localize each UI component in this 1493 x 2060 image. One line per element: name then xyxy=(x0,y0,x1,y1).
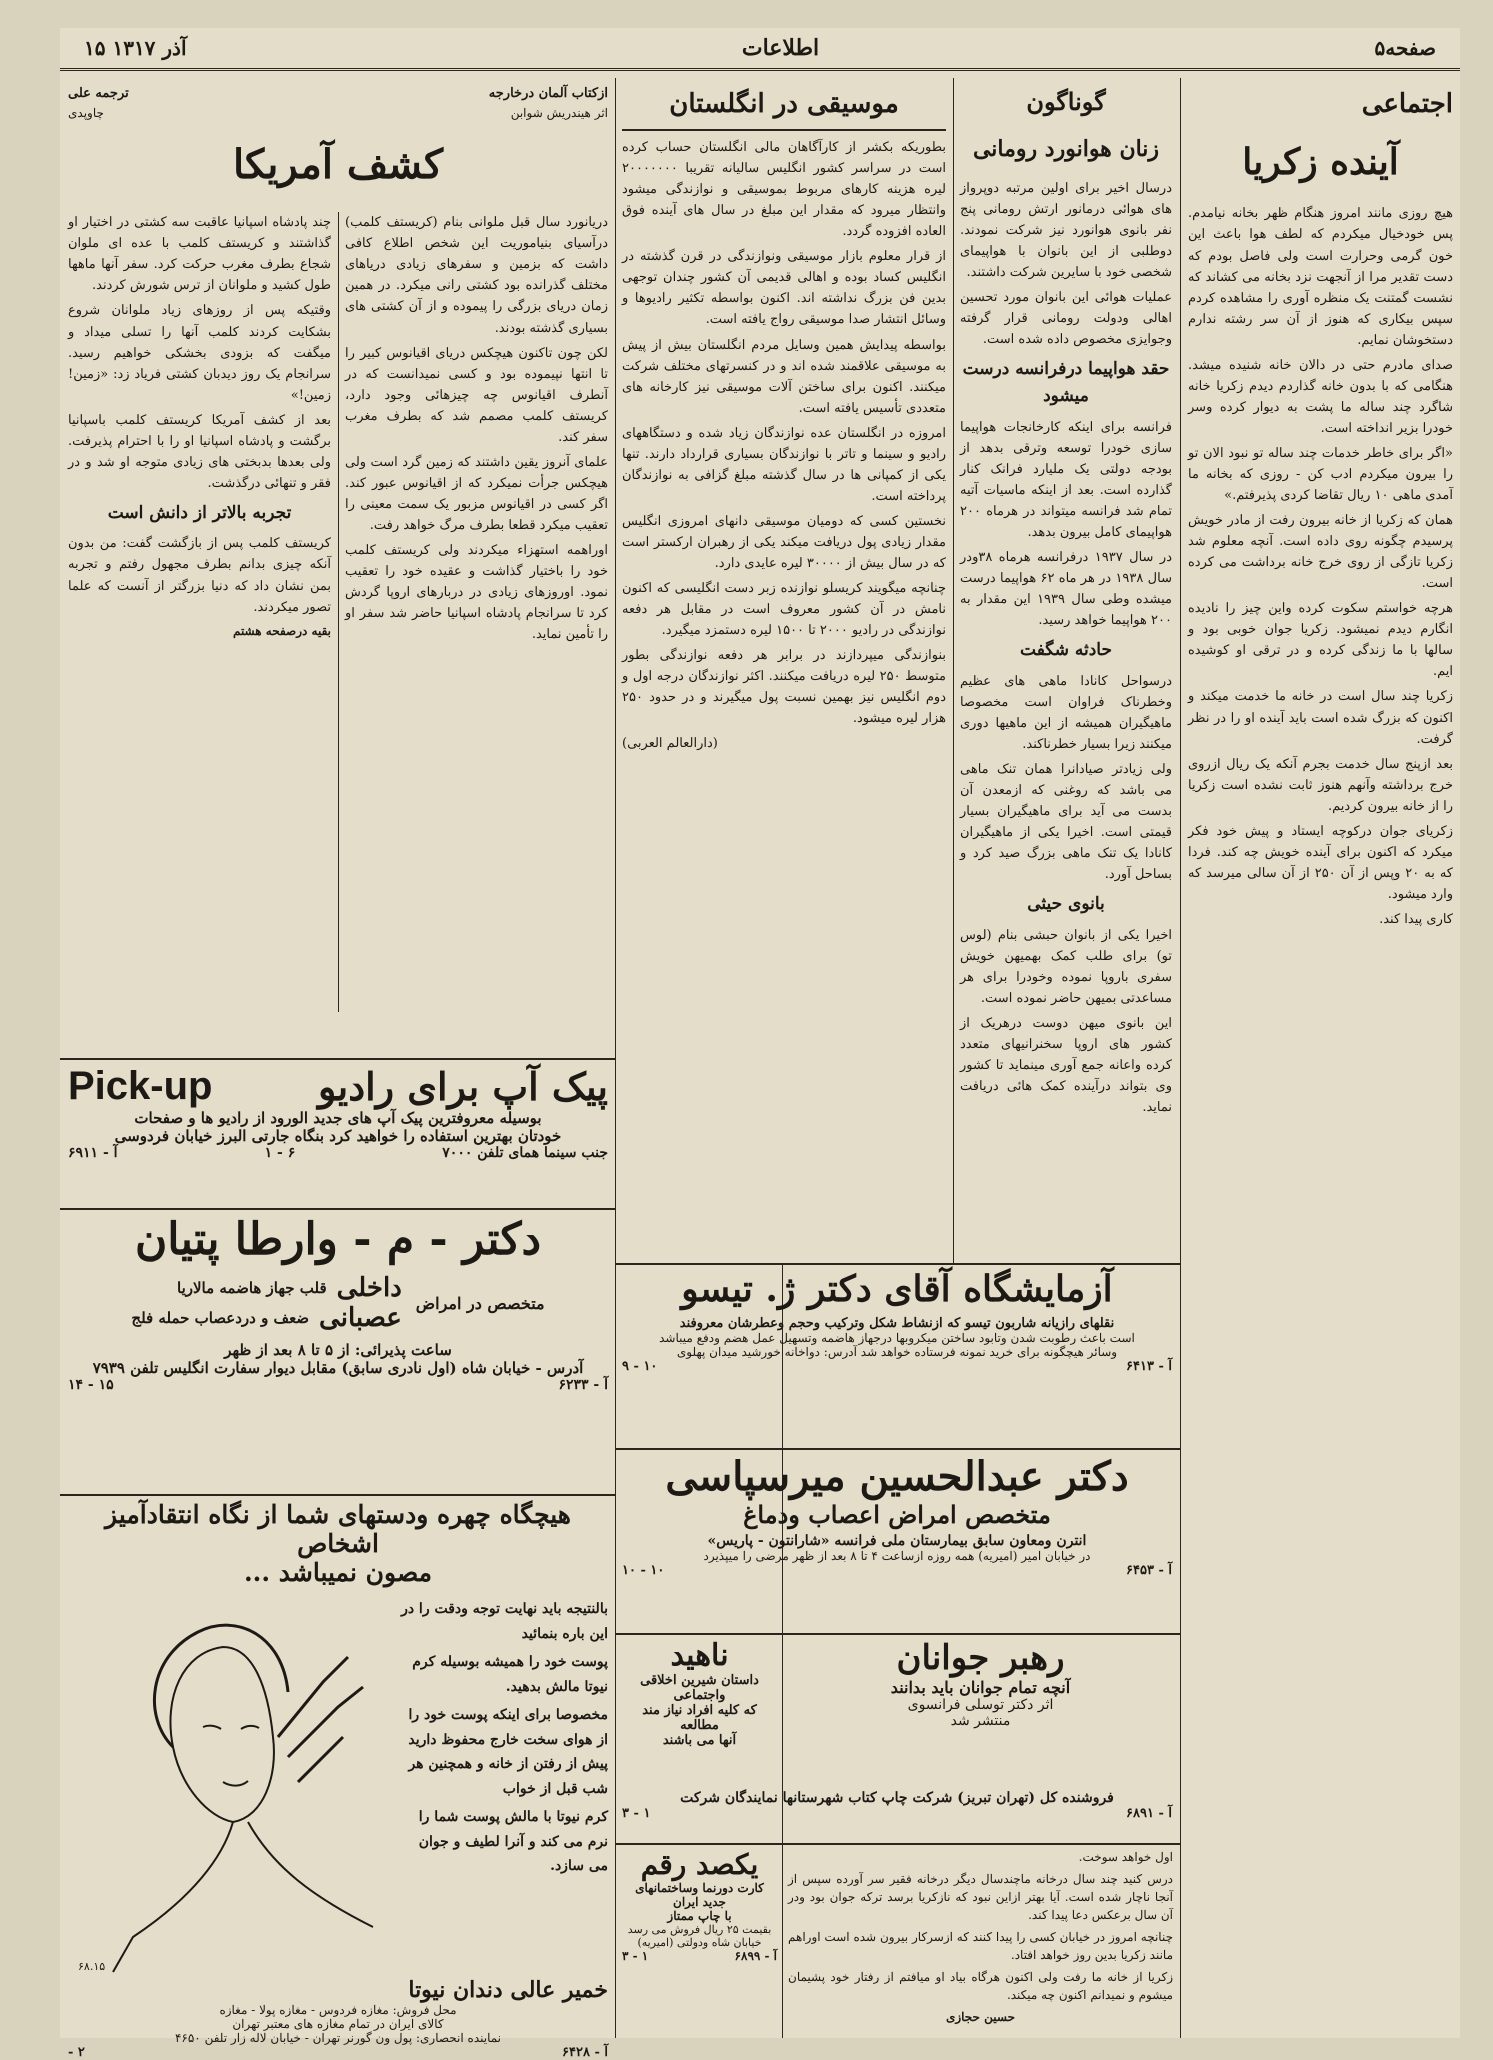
column-america xyxy=(68,83,608,1053)
paragraph: زکریا چند سال است در خانه ما خدمت میکند و اکنون که بزرگ شده است باید آینده او را در نظر گرفت. xyxy=(1188,689,1453,747)
ad-digits-title: یکصد رقم xyxy=(640,1848,759,1881)
ad-lab xyxy=(622,1268,1172,1443)
specialty-category: داخلی xyxy=(336,1273,402,1303)
column-music xyxy=(622,83,946,1258)
paragraph: اخیرا یکی از بانوان حبشی بنام (لوس تو) برای طلب کمک بهمیهن خویش سفری باروپا نموده وخودرا برای هر مساعدتی بمیهن حاضر نموده است. xyxy=(960,927,1172,1007)
ad-skin-text xyxy=(398,1597,608,1977)
ad-lab-line: نقلهای رازیانه شاربون تیسو که ازنشاط شکل وترکیب وحجم وعطرشان معروفند xyxy=(679,1316,1115,1331)
paragraph: درس کنید چند سال درخانه ماچندسال دیگر درخانه فقیر سر آورده سپس از آنجا ناچار شده است. آیا بهتر ازاین نبود که نازکریا برسد ترکه جوان بود ودر آن سال برعکس دعا پیدا کند. xyxy=(788,1872,1173,1922)
ad-distributor-codes xyxy=(622,1806,1172,1821)
ad-leader-line: منتشر شد xyxy=(950,1713,1011,1729)
newspaper-page xyxy=(60,28,1460,2060)
ad-doctor-title: دکتر - م - وارطا پتیان xyxy=(134,1214,542,1265)
paragraph: اول خواهد سوخت. xyxy=(1078,1850,1173,1864)
credit-right: ترجمه علی xyxy=(68,86,129,101)
specialty-detail: ضعف و دردعصاب حمله فلج xyxy=(131,1309,310,1327)
ad-doctor-specialties xyxy=(68,1273,608,1333)
ad-skin-product: خمیر عالی دندان نیوتا xyxy=(408,1977,608,2003)
ad-code: آ - ۶۸۹۱ xyxy=(1126,1806,1172,1821)
divider xyxy=(60,1058,615,1060)
section-misc: گوناگون xyxy=(1026,87,1106,116)
paragraph: پوست خود را همیشه بوسیله کرم نیوتا مالش بدهید. xyxy=(412,1654,608,1695)
article-meta xyxy=(68,104,608,123)
ad-lab-line: وسائر هیچگونه برای خرید نمونه فرستاده خواهد شد آدرس: دواخانه خورشید میدان پهلوی xyxy=(676,1345,1118,1359)
ad-pickup-line: خودتان بهترین استفاده را خواهید کرد بنگاه جارتی البرز خیابان فردوسی xyxy=(114,1127,562,1145)
divider xyxy=(782,1843,1180,1845)
column-misc xyxy=(960,83,1172,1258)
ad-leader-title: رهبر جوانان xyxy=(896,1638,1065,1678)
paragraph: بواسطه پیدایش همین وسایل مردم انگلستان بیش از پیش به موسیقی علاقمند شده اند و در کنسرتهای مختلف شرکت میکنند. اکنون برای ساختن آلات موسیقی نیز کارخانه های متعددی تأسیس یافته است. xyxy=(622,337,946,416)
ad-lab-codes xyxy=(622,1359,1172,1374)
ad-doctor2-line: انترن ومعاون سابق بیمارستان ملی فرانسه «شارانتون - پاریس» xyxy=(707,1533,1087,1549)
paragraph: کرم نیوتا با مالش پوست شما را نرم می کند و آنرا لطیف و جوان می سازد. xyxy=(418,1809,608,1874)
ad-skin-body xyxy=(68,1597,608,1977)
source: (دارالعالم العربی) xyxy=(622,736,718,752)
paragraph: درسال اخیر برای اولین مرتبه دوپرواز های هوائی درمانور ارتش رومانی پنج نفر بانوی هوانورد نیز شرکت نمودند. دوطلبی از این بانوان با هواپیمای شخصی خود با سایرین شرکت داشتند. xyxy=(960,180,1172,280)
paragraph: هیچ روزی مانند امروز هنگام ظهر بخانه نیامدم. پس خودخیال میکردم که لطف هوا باعث این خون گرمی وحرارت است ولی فاصل بودم که دست تقدیر مرا از آنجهت نزد بخانه می کشاند که نشست گمتنت یک منظره آوری را مشاهده کردم سپس بیکاری که هنوز از آن سر رشته ندارم دستخوشان نمایم. xyxy=(1188,206,1453,348)
paragraph: همان که زکریا از خانه بیرون رفت از مادر خویش پرسیدم چگونه روی داده است. آنچه معلوم شد زکریا تازگی از روی خرج خانه برداشت می کرده است. xyxy=(1188,513,1453,592)
paragraph: چند پادشاه اسپانیا عاقبت سه کشتی در اختیار او گذاشتند و کریستف کلمب با عده ای ملوان شجاع بطرف مغرب حرکت کرد. سفر آنها ماهها طول کشید و ملوانان از ترس شورش کردند. xyxy=(68,215,331,294)
paragraph: بطوریکه بکشر از کارآگاهان مالی انگلستان حساب کرده است در سراسر کشور انگلیس سالیانه تقریبا ۲۰۰۰۰۰۰۰ لیره هزینه کارهای مربوط بموسیقی و نوازندگی میشود وانتظار میرود که مقدار این مبلغ در سال های آینده فوق العاده افزوده گردد. xyxy=(622,140,946,240)
ad-youth-leader xyxy=(788,1638,1173,1788)
paragraph: زکریای جوان درکوچه ایستاد و پیش خود فکر میکرد که اکنون برای آینده خویش چه کند. فردا که به ۲۰ وپس از آن ۲۵۰ از آن سالی میرسد که وارد میشود. xyxy=(1188,823,1453,902)
paragraph: فرانسه برای اینکه کارخانجات هواپیما سازی خودرا توسعه وترقی بدهد از بودجه دولتی یک ملیارد فرانک کنار گذارده است. بعد از اینکه ماسیات آتیه تمام شد فرانسه میتواند در هرماه ۲۰۰ هواپیمای کامل بیرون بدهد. xyxy=(960,419,1172,541)
paragraph: بعد از کشف آمریکا کریستف کلمب باسپانیا برگشت و پادشاه اسپانیا او را با احترام پذیرفت. ولی بعدها بدبختی های زیادی متوجه او شد و در فقر و تنهائی درگذشت. xyxy=(68,412,331,491)
ad-code: ۱۰ - ۱۰ xyxy=(622,1563,665,1578)
paragraph: بالنتیجه باید نهایت توجه ودقت را در این باره بنمائید xyxy=(401,1601,608,1642)
column-bottom-continuation xyxy=(788,1848,1173,2033)
ad-doctor-codes xyxy=(68,1377,608,1393)
section-music: موسیقی در انگلستان xyxy=(622,83,946,131)
ad-code: ۱۵ - ۱۴ xyxy=(68,1377,114,1393)
ad-doctor-mirsepassi xyxy=(622,1453,1172,1628)
ad-code: ۱ - ۳ xyxy=(622,1806,651,1821)
paragraph: نخستین کسی که دومیان موسیقی دانهای امروزی انگلیس مقدار زیادی پول دریافت میکند یکی از رهبران ارکستر است که در سال بیش از ۳۰۰۰۰ لیره عایدی دارد. xyxy=(622,513,946,571)
ad-doctor-specialty: متخصص در امراض xyxy=(415,1293,545,1313)
ad-pickup-footer xyxy=(68,1145,608,1161)
divider xyxy=(60,1208,615,1210)
ad-code: آ - ۶۲۳۳ xyxy=(558,1377,608,1393)
paragraph: از قرار معلوم بازار موسیقی ونوازندگی در قرن گذشته در انگلیس کساد بوده و اهالی قدیمی آن کشور چندان توجهی بدین فن بزرگ نداشته اند. اکنون بواسطه تکثیر رادیوها و وسائل انتشار صدا موسیقی رواج یافته است. xyxy=(622,249,946,328)
source-label: ازکتاب آلمان درخارجه xyxy=(488,86,608,101)
ad-pickup-title: پیک آپ برای رادیو xyxy=(318,1064,608,1109)
ad-code: آ - ۶۴۲۸ xyxy=(562,2045,608,2060)
column-divider xyxy=(615,78,616,2038)
divider xyxy=(615,1843,782,1845)
column-divider xyxy=(1180,78,1181,2038)
ad-skin-codes xyxy=(68,2045,608,2060)
artist-signature: ۶۸.۱۵ xyxy=(78,1960,106,1973)
paragraph: امروزه در انگلستان عده نوازندگان زیاد شده و دستگاههای رادیو و سینما و تاتر با نوازندگان بسیاری قرارداد دارند. تنها یکی از کمپانی ها در سال گذشته مبلغ گزافی به نوازندگان پرداخته است. xyxy=(622,425,946,504)
author: حسین حجازی xyxy=(945,2010,1016,2024)
ad-code: ۲ - xyxy=(68,2045,85,2060)
ad-doctor-address: آدرس - خیابان شاه (اول نادری سابق) مقابل دیوار سفارت انگلیس تلفن ۷۹۳۹ xyxy=(92,1359,584,1377)
paragraph: هرچه خواستم سکوت کرده واین چیز را نادیده انگارم دیدم نمیشود. زکریا جوان خوبی بود و سالها با ما زندگی کرده و در ترقی او کوشیده ایم. xyxy=(1188,601,1453,680)
ad-code: ۱ - ۳ xyxy=(622,1949,649,1963)
divider xyxy=(615,1448,1180,1450)
subhead: حادثه شگفت xyxy=(1020,640,1112,661)
paragraph: ولی زیادتر صیادانرا همان تنک ماهی می باشد که روغنی که ازمعدن آن بدست می آید برای ماهیگیران بسیار قیمتی است. اخیرا یکی از ماهیگیران کانادا یک تنک ماهی بزرگ صید کرد و بساحل آورد. xyxy=(960,762,1172,883)
ad-skin-headline: هیچگاه چهره ودستهای شما از نگاه انتقادآمیز اشخاص xyxy=(105,1500,571,1558)
paragraph: این بانوی میهن دوست درهریک از کشور های اروپا سخنرانیهای متعدد کرده واعانه جمع آوری مینماید تا کشور وی بتواند درآینده کمک هائی دریافت نماید. xyxy=(960,1016,1172,1116)
paragraph: مخصوصا برای اینکه پوست خود را از هوای سخت خارج محفوظ دارید پیش از رفتن از خانه و همچنین هر شب قبل از خواب xyxy=(408,1707,608,1797)
ad-digits-line: خیابان شاه ودولتی (امیریه) xyxy=(637,1936,762,1949)
ad-pickup-header xyxy=(68,1064,608,1109)
page-number: صفحه۵ xyxy=(1374,36,1436,60)
specialty-detail: قلب جهاز هاضمه مالاریا xyxy=(177,1279,327,1297)
ad-digits-line: با چاپ ممتاز xyxy=(667,1909,732,1923)
article-meta xyxy=(68,83,608,104)
subhead: حقد هواپیما درفرانسه درست میشود xyxy=(962,358,1170,407)
ad-doctor-vartapetian xyxy=(68,1214,608,1489)
woman-hands-icon xyxy=(73,1597,393,1977)
ad-doctor2-line: در خیابان امیر (امیریه) همه روزه ازساعت ۴ تا ۸ بعد از ظهر مرضی را میپذیرد xyxy=(703,1549,1091,1563)
ad-code: آ - ۶۴۱۳ xyxy=(1126,1359,1172,1374)
ad-doctor-hours: ساعت پذیرائی: از ۵ تا ۸ بعد از ظهر xyxy=(224,1341,452,1359)
ad-pickup xyxy=(68,1064,608,1204)
header-date: ۱۵ آذر ۱۳۱۷ xyxy=(84,36,187,60)
section-social: اجتماعی xyxy=(1361,89,1453,119)
ad-skin-illustration xyxy=(68,1597,398,1977)
subhead: بانوی حیثی xyxy=(1027,894,1105,915)
ad-skin-rep: کالای ایران در تمام مغازه های معتبر تهران xyxy=(232,2017,444,2031)
ad-skin-address: نماینده انحصاری: پول ون گورنر تهران - خیابان لاله زار تلفن ۴۶۵۰ xyxy=(174,2031,502,2045)
paragraph: کاری پیدا کند. xyxy=(1379,911,1453,927)
ad-nahid-line: آنها می باشند xyxy=(662,1733,737,1748)
continued-note: بقیه درصفحه هشتم xyxy=(232,623,331,638)
paragraph: علمای آنروز یقین داشتند که زمین گرد است ولی هیچکس جرأت نمیکرد که از اقیانوس عبور کند. اگر کسی در اقیانوس مزبور یک سمت معینی را تعقیب میکرد قطعا بطرف مرگ خواهد رفت. xyxy=(345,454,608,533)
ad-lab-title: آزمایشگاه آقای دکتر ژ. تیسو xyxy=(681,1268,1113,1310)
paragraph: بعد ازپنج سال خدمت بجرم آنکه یک ریال ازروی خرج برداشته وآنهم هنوز ثابت نشده است زکریا را از خانه بیرون کردیم. xyxy=(1188,756,1453,814)
ad-distributor xyxy=(622,1790,1172,1838)
ad-leader-line: اثر دکتر توسلی فرانسوی xyxy=(907,1697,1054,1713)
ad-doctor2-specialty: متخصص امراض اعصاب ودماغ xyxy=(743,1500,1051,1529)
divider xyxy=(615,1633,1180,1635)
ad-digits-line: بقیمت ۲۵ ریال فروش می رسد xyxy=(627,1923,772,1936)
ad-pickup-latin: Pick-up xyxy=(68,1064,213,1108)
ad-code: ۶ - ۱ xyxy=(264,1145,296,1161)
column-divider xyxy=(953,78,954,1263)
paragraph: درسواحل کانادا ماهی های عظیم وخطرناک فراوان است مخصوصا ماهیگیران همیشه از این ماهیها دوری میکنند زیرا بسیار خطرناکند. xyxy=(960,673,1172,753)
ad-pickup-line: بوسیله معروفترین پیک آپ های جدید الورود از رادیو ها و صفحات xyxy=(134,1109,542,1127)
ad-skin-cream xyxy=(68,1500,608,2060)
paragraph: «اگر برای خاطر خدمات چند ساله تو نبود الان تو را بیرون میکردم ادب کن - روزی که بخانه ما آمدی ماهی ۱۰ ریال تقاضا کردی پذیرفتم.» xyxy=(1188,445,1453,504)
ad-skin-outlets: محل فروش: مغازه فردوس - مغازه پولا - مغازه xyxy=(219,2003,457,2017)
ad-nahid xyxy=(622,1638,777,1788)
paragraph: لکن چون تاکنون هیچکس دریای اقیانوس کبیر را تا انتها نپیموده بود و کسی نمیدانست که در آنطرف اقیانوس چه چیزهائی وجود دارد، کریستف کلمب مصمم شد که بطرف مغرب سفر کند. xyxy=(345,345,608,445)
paragraph: چنانچه امروز در خیابان کسی را پیدا کنند که ازسرکار بیرون شده است اوراهم مانند زکریا بدین روز خواهد افتاد. xyxy=(788,1930,1173,1962)
ad-digits-codes xyxy=(622,1949,777,1963)
article-body xyxy=(68,212,608,1012)
paragraph: زکریا از خانه ما رفت ولی اکنون هرگاه بیاد او میافتم از رفتار خود پشیمان میشوم و نمیدانم اکنون چه میکند. xyxy=(788,1970,1173,2002)
ad-nahid-line: داستان شیرین اخلاقی واجتماعی xyxy=(640,1673,759,1703)
paragraph: عملیات هوائی این بانوان مورد تحسین اهالی ودولت رومانی قرار گرفته وجوایزی مخصوص داده شده است. xyxy=(960,289,1172,347)
divider xyxy=(615,1263,1180,1265)
ad-doctor2-title: دکتر عبدالحسین میرسپاسی xyxy=(665,1453,1129,1500)
paragraph: دریانورد سال قبل ملوانی بنام (کریستف کلمب) درآسیای بنیاموریت این شخص اطلاع کافی داشت که بزمین و سفرهای زیادی دریاهای مختلف گذرانده بود کشتی رانی میکرد. در همین زمان دریای بزرگی را پیموده و از آن کشتی های بسیاری گذشته بودند. xyxy=(345,215,608,336)
paragraph: در سال ۱۹۳۷ درفرانسه هرماه ۳۸ودر سال ۱۹۳۸ در هر ماه ۶۲ هواپیما درست میشده وطی سال ۱۹۳۹ این مقدار به ۲۰۰ هواپیما خواهد رسید. xyxy=(960,550,1172,629)
ad-lab-line: است باعث رطوبت شدن وتابود ساختن میکروبها درجهاز هاضمه وتسهیل عمل هضم ودفع میباشد xyxy=(659,1331,1135,1345)
article-title-zakaria: آینده زکریا xyxy=(1242,141,1399,184)
ad-nahid-title: ناهید xyxy=(670,1638,729,1673)
article-title-women-aviators: زنان هوانورد رومانی xyxy=(972,135,1160,162)
ad-code: آ - ۶۸۹۹ xyxy=(734,1949,777,1963)
paragraph: کریستف کلمب پس از بازگشت گفت: من بدون آنکه چیزی بدانم بطرف مجهول رفتم و تجربه بمن نشان داد که دنیا بزرگتر از آنست که علما تصور میکردند. xyxy=(68,536,331,615)
divider xyxy=(60,1494,615,1496)
ad-hundred-cards xyxy=(622,1848,777,2033)
credit-left: چاوپدی xyxy=(68,106,104,121)
ad-digits-line: کارت دورنما وساختمانهای جدید ایران xyxy=(635,1881,764,1909)
ad-pickup-line: جنب سینما همای تلفن ۷۰۰۰ xyxy=(442,1145,608,1161)
newspaper-name: اطلاعات xyxy=(741,35,820,61)
paragraph: بنوازندگی میپردازند در برابر هر دفعه نوازندگی بطور متوسط ۲۵۰ لیره دریافت میکنند. اکثر نوازندگان درجه اول و دوم انگلیس نیز بهمین نسبت پول میگیرند و در حدود ۲۵۰ هزار لیره میشود. xyxy=(622,648,946,727)
ad-code: آ - ۶۹۱۱ xyxy=(68,1145,118,1161)
article-title-america: کشف آمریکا xyxy=(232,141,444,189)
paragraph: صدای مادرم حتی در دالان خانه شنیده میشد. هنگامی که با بدون خانه گذاردم دیدم زکریا خانه شاگرد چند ساله ما پشت به دیوار کرده وسر خودرا بزیر انداخته است. xyxy=(1188,357,1453,436)
paragraph: وقتیکه پس از روزهای زیاد ملوانان شروع بشکایت کردند کلمب آنها را تسلی میداد و میگفت که بزودی بخشکی خواهیم رسید. سرانجام یک روز دیدبان کشتی فریاد زد: «زمین! زمین!» xyxy=(68,303,331,403)
author: اثر هیندریش شوابن xyxy=(510,106,608,121)
subhead: تجربه بالاتر از دانش است xyxy=(107,502,292,523)
column-social xyxy=(1188,83,1453,2033)
paragraph: چنانچه میگویند کریسلو نوازنده زبر دست انگلیسی که اکنون نامش در آن کشور معروف است در مقابل هر دفعه نوازندگی در رادیو ۲۰۰۰ تا ۱۵۰۰ لیره دستمزد میگیرد. xyxy=(622,581,946,639)
ad-skin-headline: مصون نمیباشد ... xyxy=(243,1558,433,1587)
ad-doctor2-codes xyxy=(622,1563,1172,1578)
ad-leader-line: آنچه تمام جوانان باید بدانند xyxy=(890,1678,1071,1697)
ad-distributor-line: فروشنده کل (تهران تبریز) شرکت چاپ کتاب شهرستانها نمایندگان شرکت xyxy=(680,1790,1114,1806)
ad-nahid-line: که کلیه افراد نیاز مند مطالعه xyxy=(642,1703,757,1733)
page-header xyxy=(60,28,1460,71)
ad-code: ۱۰ - ۹ xyxy=(622,1359,658,1374)
ad-code: آ - ۶۴۵۳ xyxy=(1126,1563,1172,1578)
paragraph: اوراهمه استهزاء میکردند ولی کریستف کلمب خود را باختیار گذاشت و عقیده خود را تعقیب نمود. اوروزهای زیادی در دربارهای اروپا گردش کرد تا سرانجام پادشاه اسپانیا حاضر شد سفر او را تأمین نماید. xyxy=(345,542,608,643)
specialty-category: عصبانی xyxy=(319,1303,402,1333)
